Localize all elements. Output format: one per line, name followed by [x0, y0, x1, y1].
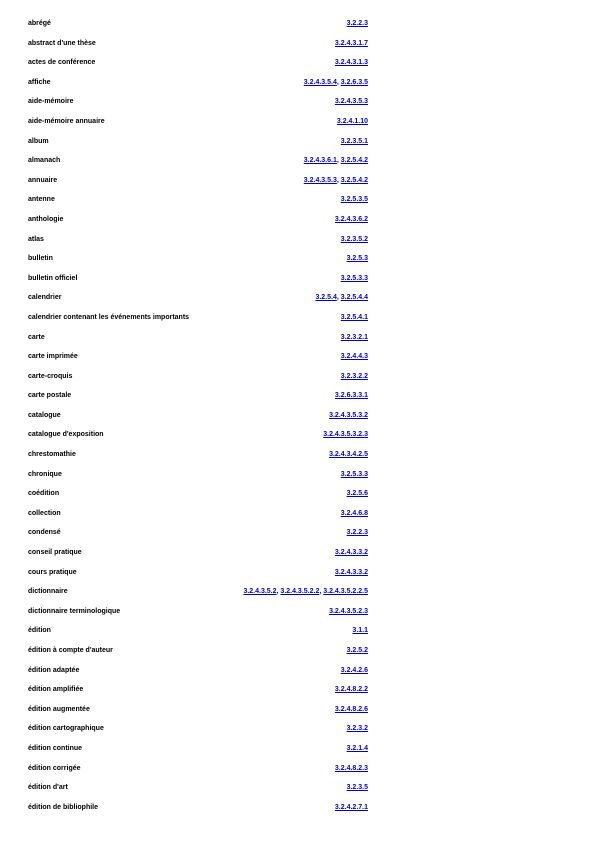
index-entry [28, 705, 368, 725]
ref-separator: , [336, 157, 341, 165]
index-refs [329, 607, 368, 616]
section-ref-link[interactable]: 3.2.4.2.7.1 [334, 803, 368, 811]
index-entry [28, 803, 368, 823]
index-entry [28, 176, 368, 196]
index-entry [28, 744, 368, 764]
index-refs [329, 450, 368, 459]
section-ref-link[interactable]: 3.2.5.3 [346, 255, 368, 263]
section-ref-link[interactable]: 3.2.5.3.5 [340, 196, 368, 204]
index-term: affiche [28, 78, 51, 86]
index-entry [28, 293, 368, 313]
index-entry [28, 235, 368, 255]
index-refs [323, 430, 368, 439]
index-term: condensé [28, 529, 61, 537]
section-ref-link[interactable]: 3.2.1.4 [346, 744, 368, 752]
index-term: bulletin [28, 255, 53, 263]
index-term: anthologie [28, 215, 64, 223]
ref-separator: , [336, 176, 341, 184]
index-term: coédition [28, 490, 60, 498]
index-entry [28, 137, 368, 157]
section-ref-link[interactable]: 3.2.4.3.1.7 [334, 39, 368, 47]
section-ref-link[interactable]: 3.2.4.8.2.6 [334, 705, 368, 713]
index-entry [28, 313, 368, 333]
section-ref-link[interactable]: 3.2.3.5.2 [340, 235, 368, 243]
index-entry [28, 333, 368, 353]
index-refs [335, 548, 368, 557]
index-entry [28, 646, 368, 666]
section-ref-link[interactable]: 3.2.5.4.1 [340, 313, 368, 321]
index-term: carte postale [28, 392, 72, 400]
index-entry [28, 528, 368, 548]
section-ref-link[interactable]: 3.2.4.3.5.3.2 [329, 411, 368, 419]
section-ref-link[interactable]: 3.2.4.3.6.1 [303, 157, 337, 165]
index-entry [28, 352, 368, 372]
section-ref-link[interactable]: 3.2.6.3.5 [340, 78, 368, 86]
index-term: abstract d'une thèse [28, 39, 96, 47]
section-ref-link[interactable]: 3.2.4.8.2.2 [334, 686, 368, 694]
index-term: catalogue [28, 411, 61, 419]
section-ref-link[interactable]: 3.2.5.3.3 [340, 274, 368, 282]
index-term: édition corrigée [28, 764, 81, 772]
index-term: cours pratique [28, 568, 77, 576]
index-entry [28, 117, 368, 137]
index-term: carte-croquis [28, 372, 73, 380]
section-ref-link[interactable]: 3.2.4.2.6 [340, 666, 368, 674]
index-refs [341, 195, 368, 204]
index-refs [347, 19, 368, 28]
index-refs [335, 215, 368, 224]
index-term: édition augmentée [28, 705, 90, 713]
index-refs [335, 685, 368, 694]
index-entry [28, 215, 368, 235]
section-ref-link[interactable]: 3.2.3.5.1 [340, 137, 368, 145]
ref-separator: , [336, 78, 341, 86]
section-ref-link[interactable]: 3.2.4.1.10 [336, 117, 368, 125]
section-ref-link[interactable]: 3.2.4.8.2.3 [334, 764, 368, 772]
index-term: catalogue d'exposition [28, 431, 104, 439]
section-ref-link[interactable]: 3.2.4.3.3.2 [334, 549, 368, 557]
section-ref-link[interactable]: 3.2.4.3.5.2.3 [329, 607, 368, 615]
index-entry [28, 548, 368, 568]
index-entry [28, 607, 368, 627]
index-entry [28, 666, 368, 686]
index-entry [28, 724, 368, 744]
index-term: abrégé [28, 20, 51, 27]
section-ref-link[interactable]: 3.2.4.3.5.2.2 [280, 588, 320, 596]
section-ref-link[interactable]: 3.2.4.3.6.2 [334, 215, 368, 223]
section-ref-link[interactable]: 3.2.4.3.5.2.2.5 [323, 588, 368, 596]
index-entry [28, 626, 368, 646]
section-ref-link[interactable]: 3.2.5.4.2 [340, 157, 368, 165]
index-refs [335, 391, 368, 400]
ref-separator: , [319, 588, 324, 596]
index-refs [347, 489, 368, 498]
index-term: édition amplifiée [28, 686, 84, 694]
section-ref-link[interactable]: 3.2.5.4.2 [340, 176, 368, 184]
index-refs [335, 803, 368, 812]
index-refs [304, 176, 368, 185]
index-entry [28, 195, 368, 215]
index-refs [243, 587, 368, 596]
section-ref-link[interactable]: 3.2.4.6.8 [340, 509, 368, 517]
index-entry [28, 58, 368, 78]
index-term: carte imprimée [28, 353, 78, 361]
ref-separator: , [276, 588, 281, 596]
index-refs [335, 97, 368, 106]
index-entry [28, 509, 368, 529]
index-entry [28, 764, 368, 784]
section-ref-link[interactable]: 3.2.3.2.1 [340, 333, 368, 341]
index-entry [28, 274, 368, 294]
index-entry [28, 450, 368, 470]
index-refs [341, 333, 368, 342]
section-ref-link[interactable]: 3.2.4.3.1.3 [334, 59, 368, 67]
index-refs [352, 626, 368, 635]
index-term: collection [28, 509, 61, 517]
index-entry [28, 254, 368, 274]
index-term: carte [28, 333, 45, 341]
index-entry [28, 489, 368, 509]
section-ref-link[interactable]: 3.2.4.3.5.4 [303, 78, 337, 86]
section-ref-link[interactable]: 3.2.3.2.2 [340, 372, 368, 380]
index-entry [28, 78, 368, 98]
index-term: actes de conférence [28, 59, 96, 67]
index-refs [329, 411, 368, 420]
index-list [28, 19, 368, 822]
index-term: édition de bibliophile [28, 803, 98, 811]
index-entry [28, 19, 368, 39]
index-entry [28, 587, 368, 607]
index-refs [304, 78, 368, 87]
index-refs [341, 313, 368, 322]
index-term: chronique [28, 470, 62, 478]
section-ref-link[interactable]: 3.2.4.4.3 [340, 353, 368, 361]
section-ref-link[interactable]: 3.2.4.3.4.2.5 [329, 451, 368, 459]
section-ref-link[interactable]: 3.2.4.3.5.3 [334, 98, 368, 106]
index-entry [28, 372, 368, 392]
index-refs [315, 293, 368, 302]
index-term: calendrier contenant les événements importants [28, 313, 190, 321]
index-refs [335, 58, 368, 67]
index-term: édition cartographique [28, 725, 104, 733]
index-refs [347, 783, 368, 792]
index-refs [335, 764, 368, 773]
index-refs [335, 705, 368, 714]
index-entry [28, 156, 368, 176]
index-refs [341, 274, 368, 283]
index-entry [28, 783, 368, 803]
section-ref-link[interactable]: 3.2.5.4.4 [340, 294, 368, 302]
index-refs [304, 156, 368, 165]
ref-separator: , [336, 294, 341, 302]
index-term: édition d'art [28, 784, 68, 792]
index-term: édition adaptée [28, 666, 80, 674]
index-refs [347, 744, 368, 753]
index-term: bulletin officiel [28, 274, 78, 282]
index-refs [341, 509, 368, 518]
index-refs [347, 254, 368, 263]
index-refs [335, 568, 368, 577]
index-entry [28, 685, 368, 705]
section-ref-link[interactable]: 3.1.1 [352, 627, 368, 635]
index-term: album [28, 137, 49, 145]
index-entry [28, 568, 368, 588]
index-term: atlas [28, 235, 44, 243]
section-ref-link[interactable]: 3.2.2.3 [346, 20, 368, 27]
index-term: édition continue [28, 744, 83, 752]
index-entry [28, 470, 368, 490]
index-term: antenne [28, 196, 55, 204]
index-entry [28, 411, 368, 431]
index-term: édition à compte d'auteur [28, 647, 113, 654]
section-ref-link[interactable]: 3.2.5.6 [346, 490, 368, 498]
index-refs [341, 470, 368, 479]
section-ref-link[interactable]: 3.2.3.2 [346, 725, 368, 733]
index-entry [28, 97, 368, 117]
section-ref-link[interactable]: 3.2.5.4 [315, 294, 337, 302]
section-ref-link[interactable]: 3.2.4.3.5.3 [303, 176, 337, 184]
index-entry [28, 430, 368, 450]
section-ref-link[interactable]: 3.2.6.3.3.1 [334, 392, 368, 400]
index-refs [335, 39, 368, 48]
index-refs [341, 666, 368, 675]
section-ref-link[interactable]: 3.2.4.3.5.3.2.3 [323, 431, 368, 439]
index-entry [28, 391, 368, 411]
index-refs [341, 352, 368, 361]
index-refs [347, 528, 368, 537]
index-term: conseil pratique [28, 549, 82, 557]
index-term: édition [28, 627, 51, 635]
index-term: chrestomathie [28, 451, 76, 459]
index-term: almanach [28, 157, 61, 165]
index-refs [347, 724, 368, 733]
index-term: dictionnaire terminologique [28, 607, 121, 615]
section-ref-link[interactable]: 3.2.5.2 [346, 647, 368, 654]
section-ref-link[interactable]: 3.2.4.3.3.2 [334, 568, 368, 576]
section-ref-link[interactable]: 3.2.3.5 [346, 784, 368, 792]
index-refs [341, 137, 368, 146]
index-refs [341, 235, 368, 244]
index-refs [347, 646, 368, 655]
index-term: aide-mémoire annuaire [28, 117, 105, 125]
section-ref-link[interactable]: 3.2.4.3.5.2 [243, 588, 277, 596]
index-entry [28, 39, 368, 59]
index-term: annuaire [28, 176, 58, 184]
section-ref-link[interactable]: 3.2.5.3.3 [340, 470, 368, 478]
index-refs [341, 372, 368, 381]
index-term: aide-mémoire [28, 98, 74, 106]
index-term: calendrier [28, 294, 62, 302]
section-ref-link[interactable]: 3.2.2.3 [346, 529, 368, 537]
index-term: dictionnaire [28, 588, 68, 596]
index-refs [337, 117, 368, 126]
